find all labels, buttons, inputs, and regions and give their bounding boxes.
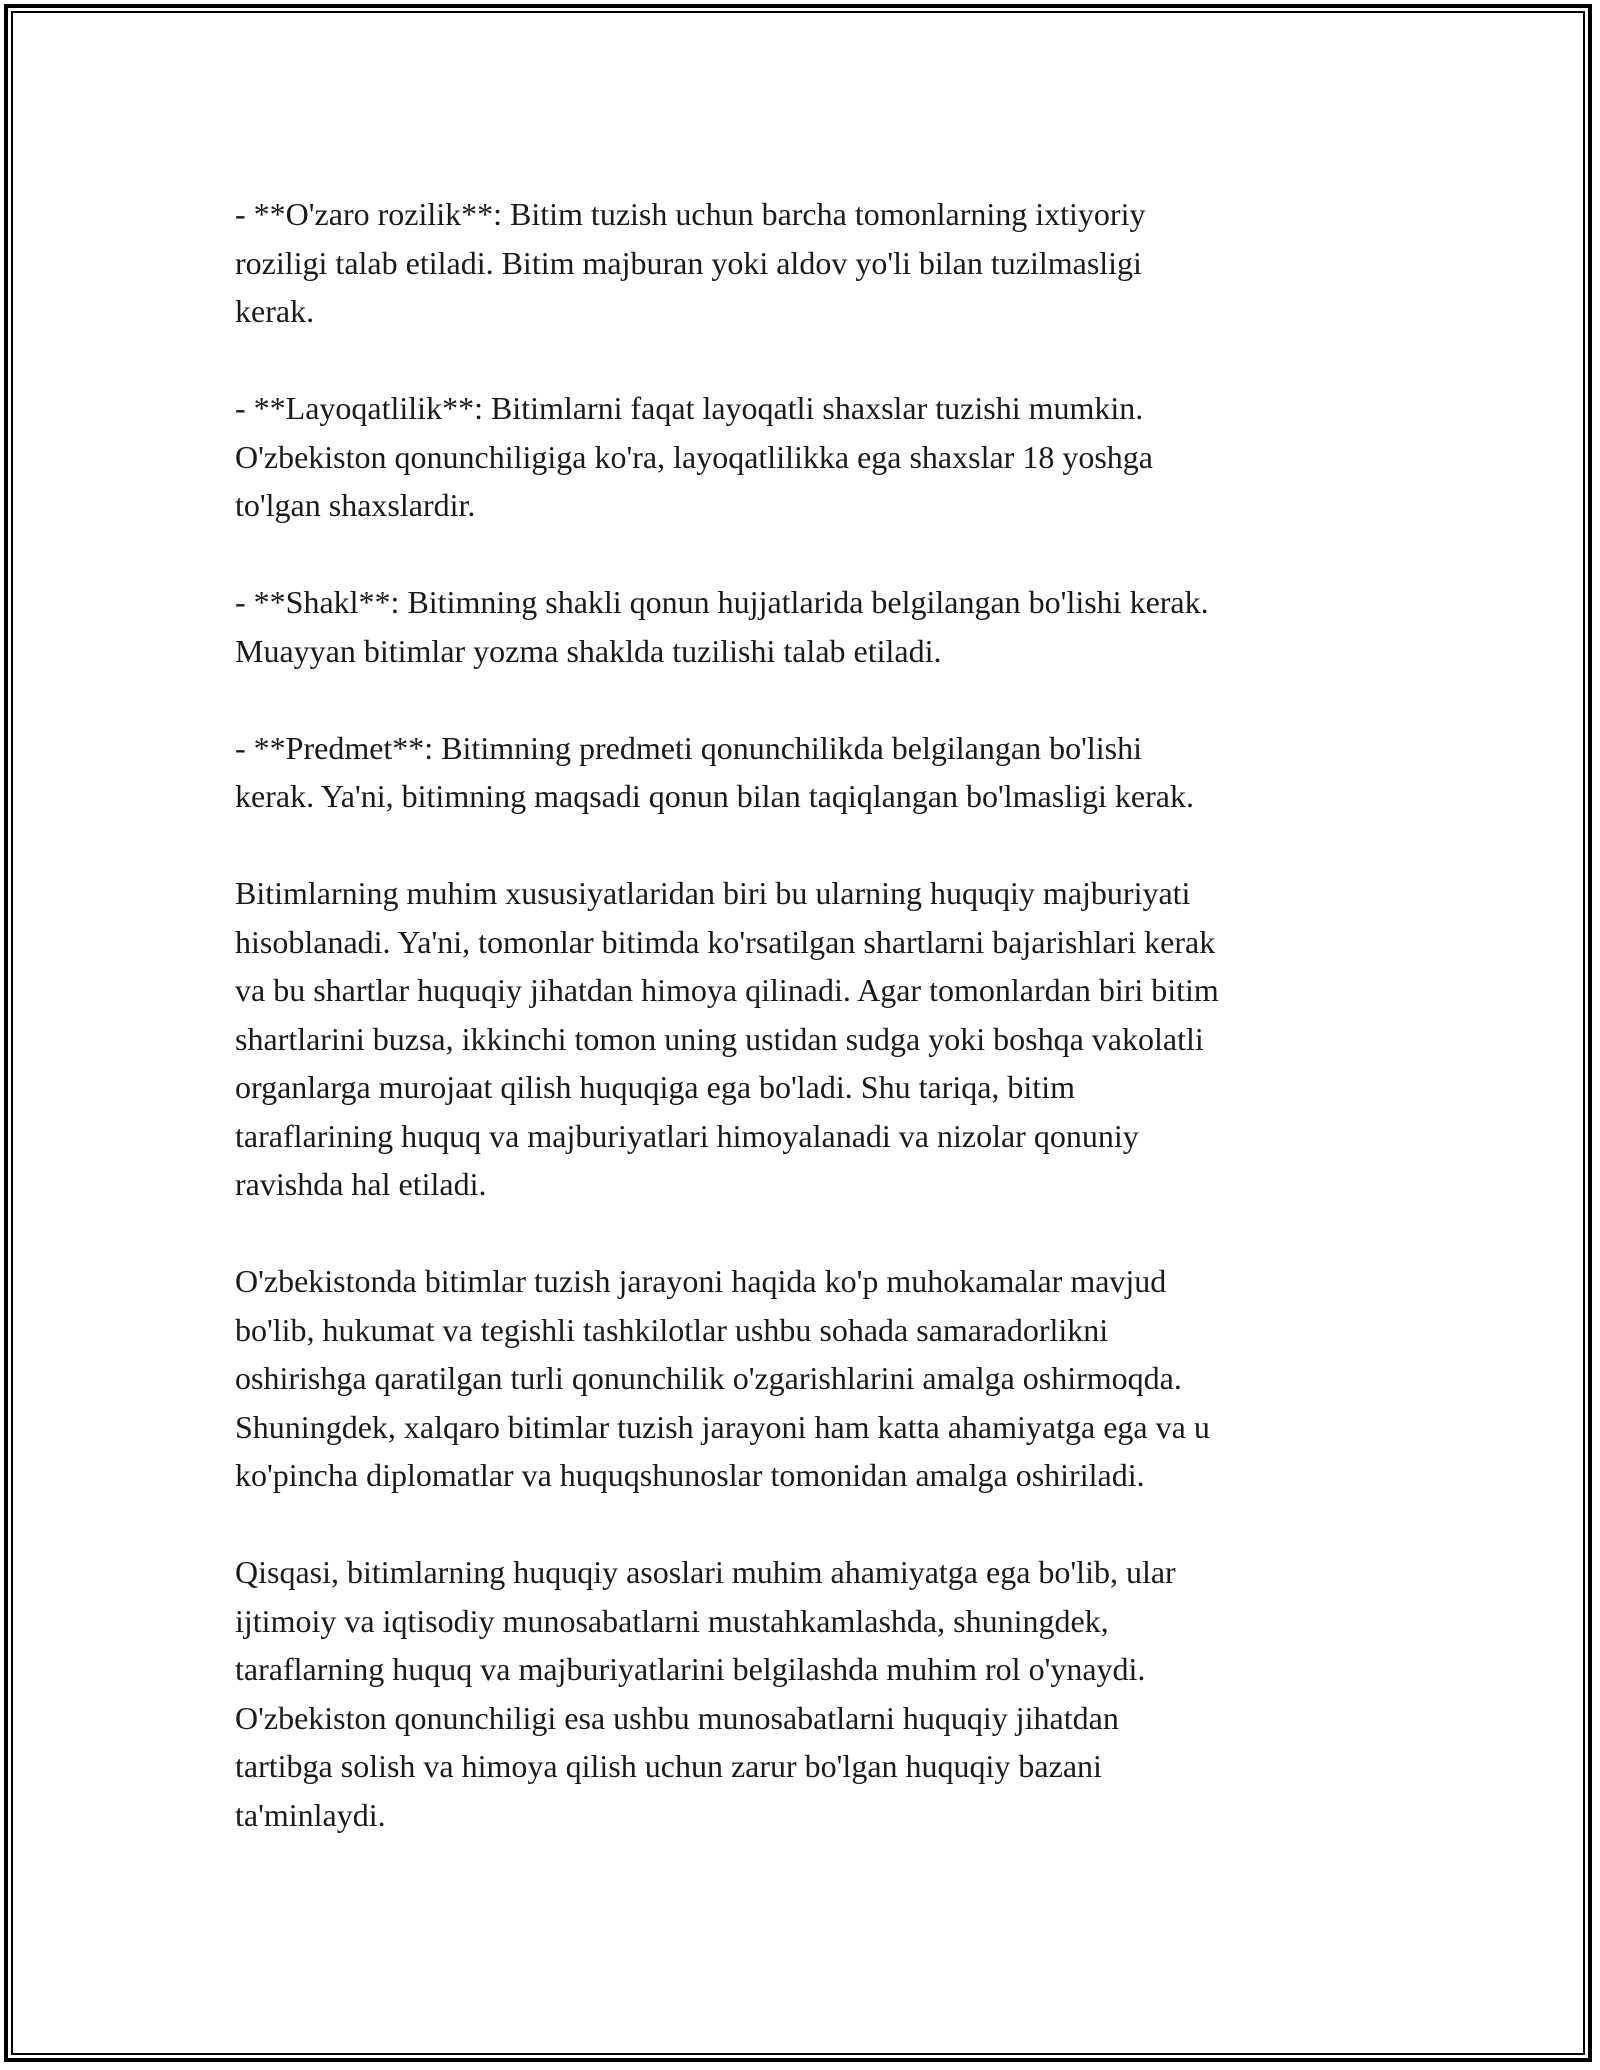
paragraph-layoqatlilik [235,384,1375,530]
text-line: Shuningdek, xalqaro bitimlar tuzish jarayoni ham katta ahamiyatga ega va u [235,1408,1210,1445]
text-line: ijtimoiy va iqtisodiy munosabatlarni mustahkamlashda, shuningdek, [235,1602,1109,1639]
text-line: hisoblanadi. Ya'ni, tomonlar bitimda ko'rsatilgan shartlarni bajarishlari kerak [235,923,1216,960]
paragraph-shakl [235,578,1375,675]
text-line: Bitimlarning muhim xususiyatlaridan biri bu ularning huquqiy majburiyati [235,875,1191,911]
text-line: O'zbekiston qonunchiligiga ko'ra, layoqatlilikka ega shaxslar 18 yoshga [235,438,1153,475]
text-line: roziligi talab etiladi. Bitim majburan yoki aldov yo'li bilan tuzilmasligi [235,244,1142,281]
text-line: - **Layoqatlilik**: Bitimlarni faqat layoqatli shaxslar tuzishi mumkin. [235,390,1144,426]
text-line: taraflarning huquq va majburiyatlarini belgilashda muhim rol o'ynaydi. [235,1651,1146,1687]
text-line: tartibga solish va himoya qilish uchun zarur bo'lgan huquqiy bazani [235,1748,1102,1784]
text-line: shartlarini buzsa, ikkinchi tomon uning ustidan sudga yoki boshqa vakolatli [235,1020,1204,1057]
text-line: ravishda hal etiladi. [235,1166,487,1202]
text-line: va bu shartlar huquqiy jihatdan himoya qilinadi. Agar tomonlardan biri bitim [235,972,1219,1008]
paragraph-predmet [235,724,1375,821]
paragraph-huquqiy-majburiyat [235,869,1375,1209]
text-line: bo'lib, hukumat va tegishli tashkilotlar ushbu sohada samaradorlikni [235,1311,1109,1348]
text-line: Qisqasi, bitimlarning huquqiy asoslari muhim ahamiyatga ega bo'lib, ular [235,1554,1176,1590]
text-line: to'lgan shaxslardir. [235,487,476,523]
text-line: oshirishga qaratilgan turli qonunchilik o'zgarishlarini amalga oshirmoqda. [235,1360,1182,1396]
paragraph-qisqasi [235,1548,1375,1839]
text-line: - **Shakl**: Bitimning shakli qonun hujjatlarida belgilangan bo'lishi kerak. [235,584,1209,620]
text-line: kerak. [235,293,315,329]
paragraph-ozaro-rozilik [235,190,1375,336]
text-line: organlarga murojaat qilish huquqiga ega bo'ladi. Shu tariqa, bitim [235,1069,1075,1105]
text-line: - **Predmet**: Bitimning predmeti qonunchilikda belgilangan bo'lishi [235,729,1142,766]
text-line: ta'minlaydi. [235,1796,386,1833]
text-line: O'zbekistonda bitimlar tuzish jarayoni haqida ko'p muhokamalar mavjud [235,1263,1167,1299]
text-line: Muayyan bitimlar yozma shaklda tuzilishi talab etiladi. [235,632,942,669]
text-line: taraflarining huquq va majburiyatlari himoyalanadi va nizolar qonuniy [235,1117,1139,1154]
text-line: - **O'zaro rozilik**: Bitim tuzish uchun barcha tomonlarning ixtiyoriy [235,196,1146,232]
document-body [235,190,1375,1888]
text-line: O'zbekiston qonunchiligi esa ushbu munosabatlarni huquqiy jihatdan [235,1699,1119,1736]
text-line: kerak. Ya'ni, bitimning maqsadi qonun bilan taqiqlangan bo'lmasligi kerak. [235,778,1194,814]
paragraph-ozbekistonda-bitimlar [235,1257,1375,1500]
text-line: ko'pincha diplomatlar va huquqshunoslar tomonidan amalga oshiriladi. [235,1457,1145,1493]
